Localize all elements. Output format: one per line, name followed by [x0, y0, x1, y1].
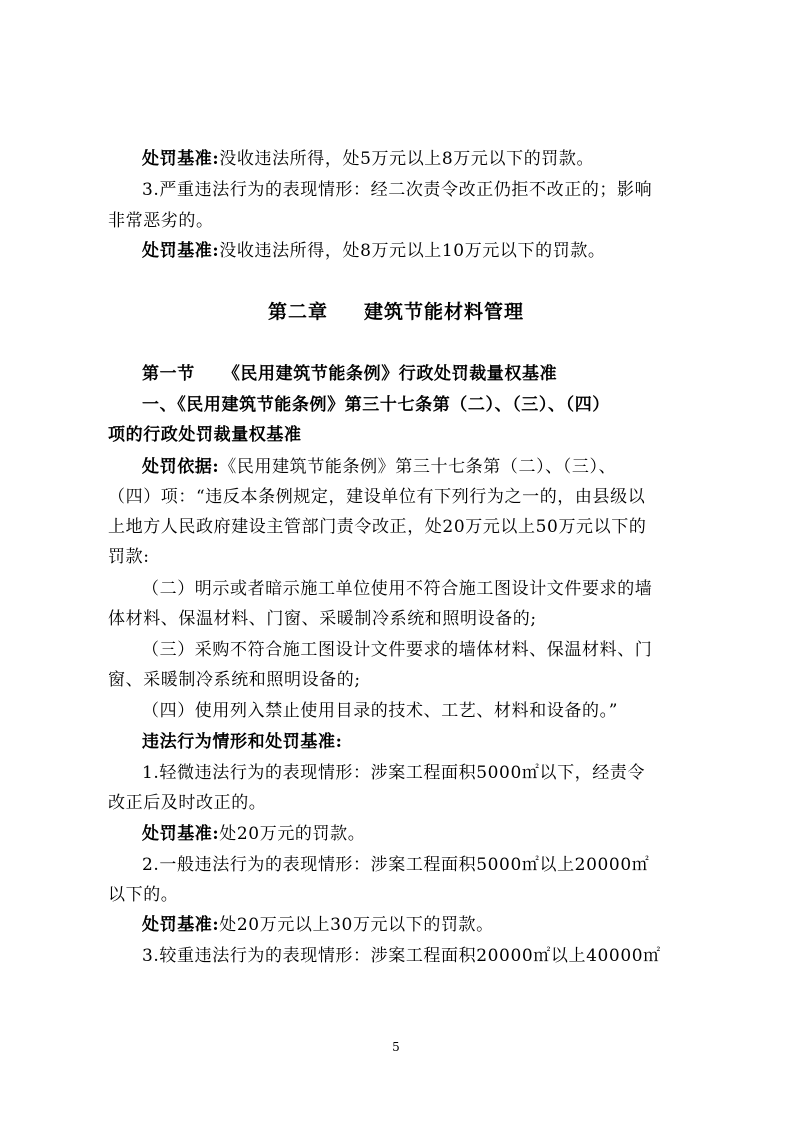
standard-line: 1.轻微违法行为的表现情形：涉案工程面积5000㎡以下，经责令: [142, 763, 646, 783]
basis-line: 罚款:: [108, 547, 150, 567]
basis-line: （四）项：“违反本条例规定，建设单位有下列行为之一的，由县级以: [108, 487, 646, 507]
standard-line: 以下的。: [108, 885, 179, 905]
standard-line: 2.一般违法行为的表现情形：涉案工程面积5000㎡以上20000㎡: [142, 855, 650, 875]
chapter-heading: [0, 300, 792, 324]
basis-line: 上地方人民政府建设主管部门责令改正，处20万元以上50万元以下的: [108, 517, 647, 537]
penalty-standard-label: 处罚基准:: [142, 149, 220, 169]
item-line: （四）使用列入禁止使用目录的技术、工艺、材料和设备的。”: [142, 701, 618, 721]
penalty-standard-label: 处罚基准:: [142, 824, 220, 844]
standard-line: 3.较重违法行为的表现情形：涉案工程面积20000㎡以上40000㎡: [142, 946, 661, 966]
section-title: 《民用建筑节能条例》行政处罚裁量权基准: [222, 364, 558, 384]
section-heading: [142, 363, 557, 385]
penalty-standard-label: 处罚基准:: [142, 241, 220, 261]
section-number: 第一节: [142, 364, 195, 384]
basis-text: 《民用建筑节能条例》第三十七条第（二）、（三）、: [219, 457, 617, 477]
paragraph-line: 3.严重违法行为的表现情形：经二次责令改正仍拒不改正的；影响: [142, 180, 653, 200]
penalty-standard-line: [142, 914, 494, 936]
chapter-number: 第二章: [267, 301, 328, 323]
item-line: （二）明示或者暗示施工单位使用不符合施工图设计文件要求的墙: [142, 579, 653, 599]
paragraph-line: 非常恶劣的。: [108, 211, 214, 231]
penalty-standard-text: 处20万元以上30万元以下的罚款。: [219, 915, 494, 935]
page-number: 5: [392, 1040, 400, 1054]
article-heading-line: 项的行政处罚裁量权基准: [108, 425, 302, 445]
standards-heading: 违法行为情形和处罚基准:: [142, 732, 343, 752]
penalty-standard-text: 没收违法所得，处5万元以上8万元以下的罚款。: [219, 149, 595, 169]
basis-label: 处罚依据:: [142, 457, 220, 477]
penalty-standard-label: 处罚基准:: [142, 915, 220, 935]
basis-line: [142, 456, 616, 478]
penalty-standard-text: 没收违法所得，处8万元以上10万元以下的罚款。: [219, 241, 606, 261]
chapter-title: 建筑节能材料管理: [364, 301, 525, 323]
penalty-standard-line: [142, 240, 606, 262]
item-line: （三）采购不符合施工图设计文件要求的墙体材料、保温材料、门: [142, 640, 653, 660]
item-line: 窗、采暖制冷系统和照明设备的;: [108, 670, 361, 690]
penalty-standard-line: [142, 148, 594, 170]
penalty-standard-text: 处20万元的罚款。: [219, 824, 366, 844]
article-heading-line: 一、《民用建筑节能条例》第三十七条第（二）、（三）、（四）: [142, 395, 610, 415]
item-line: 体材料、保温材料、门窗、采暖制冷系统和照明设备的;: [108, 609, 537, 629]
penalty-standard-line: [142, 823, 365, 845]
standard-line: 改正后及时改正的。: [108, 793, 267, 813]
